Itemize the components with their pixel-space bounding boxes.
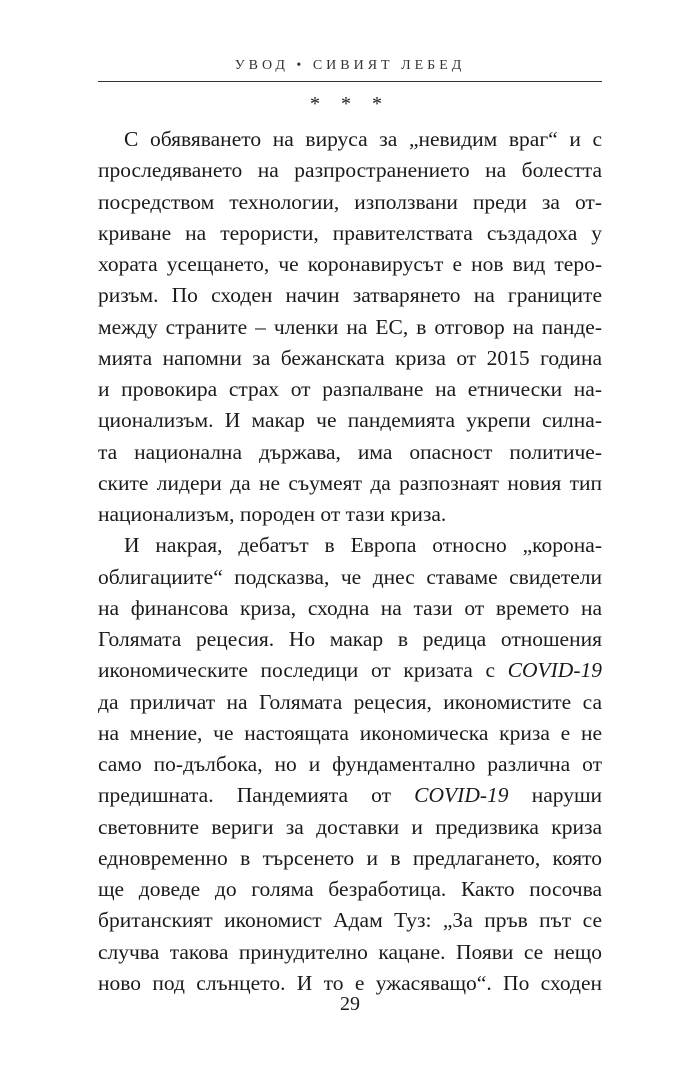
- text-line: едновременно в търсенето и в предлагането, която: [98, 845, 602, 870]
- text-segment: наруши: [531, 783, 602, 808]
- text-line: случва такова принудително кацане. Появи се нещо: [98, 939, 602, 964]
- header-rule: [98, 81, 602, 82]
- text-line: мията напомни за бежанската криза от 2015 година: [98, 345, 602, 370]
- section-divider: * * *: [310, 93, 390, 115]
- text-line: облигациите“ подсказва, че днес ставаме свидетели: [98, 564, 602, 589]
- text-line: да приличат на Голямата рецесия, икономистите са: [98, 689, 602, 714]
- text-segment: икономическите последици от кризата с: [98, 658, 495, 683]
- covid-term: COVID-19: [507, 658, 602, 683]
- text-line: на финансова криза, сходна на тази от времето на: [98, 595, 602, 620]
- running-head: УВОД • СИВИЯТ ЛЕБЕД: [234, 58, 466, 73]
- text-line: та национална държава, има опасност политиче-: [98, 439, 602, 464]
- body-text: [98, 124, 602, 999]
- text-line: ще доведе до голяма безработица. Както посочва: [98, 877, 602, 901]
- text-line: ризъм. По сходен начин затварянето на границите: [98, 283, 602, 308]
- page-number: 29: [340, 993, 360, 1015]
- text-line: британският икономист Адам Туз: „За пръв път се: [98, 908, 602, 933]
- text-line: и провокира страх от разпалване на етнически на-: [98, 377, 602, 401]
- text-line: И накрая, дебатът в Европа относно „корона-: [124, 533, 602, 558]
- text-line-mixed: [98, 780, 602, 811]
- text-line: на мнение, че настоящата икономическа криза е не: [98, 720, 602, 745]
- text-line: ционализъм. И макар че пандемията укрепи силна-: [98, 408, 602, 433]
- text-line: проследяването на разпространението на болестта: [98, 158, 602, 183]
- text-line: национализъм, породен от тази криза.: [98, 502, 447, 526]
- text-line: ските лидери да не съумеят да разпознаят новия тип: [98, 470, 602, 495]
- text-line: между страните – членки на ЕС, в отговор на панде-: [98, 314, 602, 339]
- text-line: С обявяването на вируса за „невидим враг“ и с: [124, 127, 602, 151]
- text-line: хората усещането, че коронавирусът е нов вид теро-: [98, 252, 602, 276]
- text-line: посредством технологии, използвани преди за от-: [98, 189, 602, 214]
- text-line: световните вериги за доставки и предизвика криза: [98, 814, 602, 839]
- text-line: криване на терористи, правителствата създадоха у: [98, 220, 602, 245]
- covid-term: COVID-19: [414, 783, 509, 808]
- text-line: Голямата рецесия. Но макар в редица отношения: [98, 627, 602, 651]
- text-segment: предишната. Пандемията от: [98, 783, 392, 808]
- text-line: само по-дълбока, но и фундаментално различна от: [98, 752, 602, 776]
- text-line: ново под слънцето. И то е ужасяващо“. По сходен: [98, 970, 602, 995]
- text-line-mixed: [98, 655, 602, 686]
